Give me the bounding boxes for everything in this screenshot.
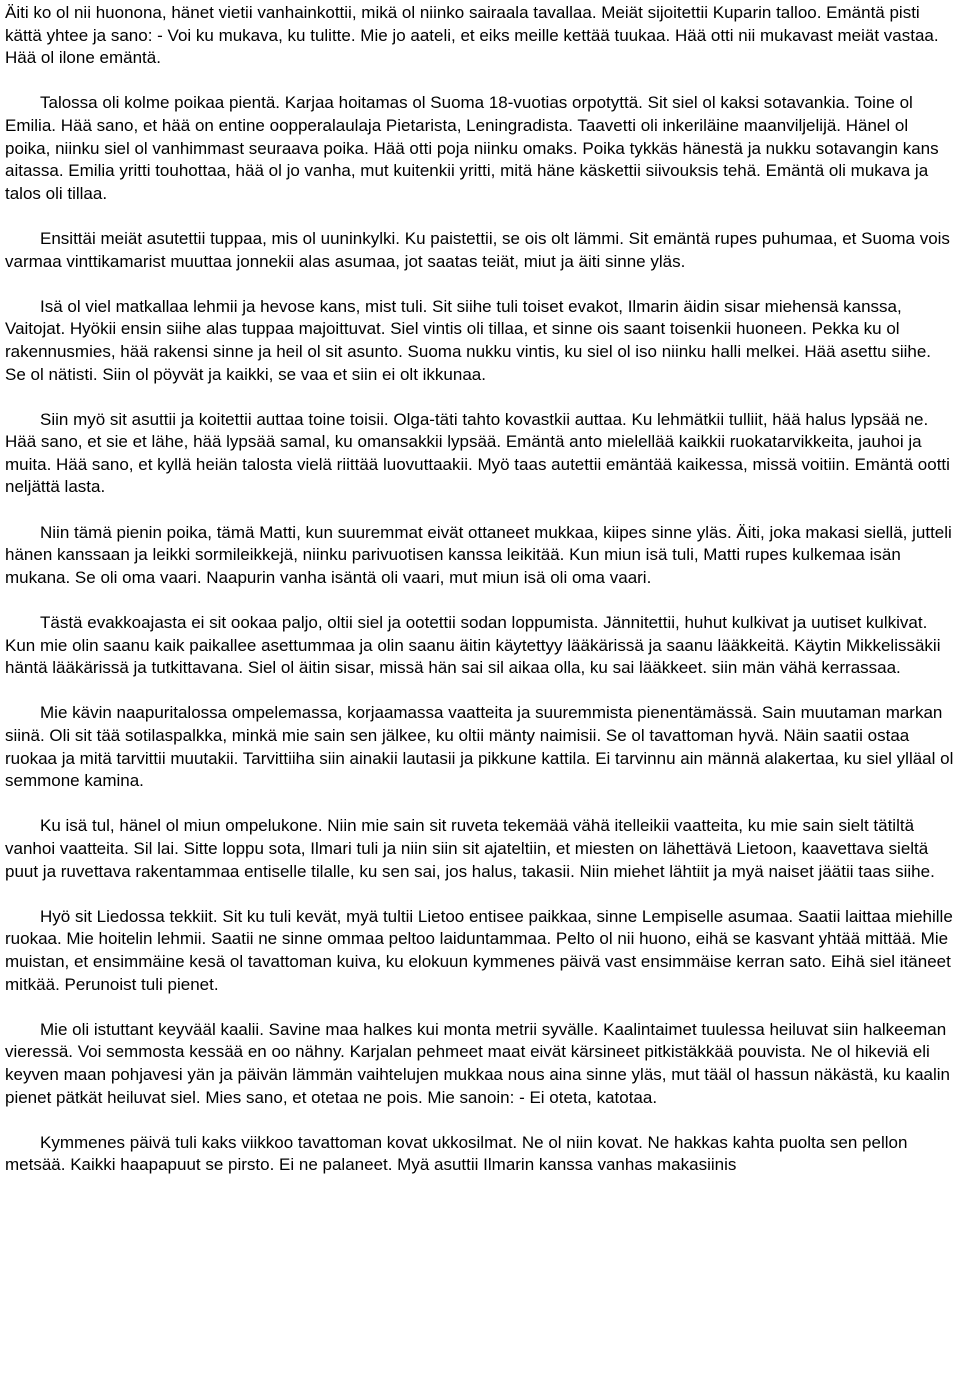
paragraph-10: Hyö sit Liedossa tekkiit. Sit ku tuli kevät, myä tultii Lietoo entisee paikkaa, sinne Lempiselle asumaa. Saatii laittaa miehille ruokaa. Mie hoitelin lehmii. Saatii ne sinne ommaa peltoo laiduntammaa. Pelto ol nii huono, eihä se kasvant yhtää mittää. Mie muistan, et ensimmäine kesä ol tavattoman kuiva, ku elokuun kymmenes päivä vast ensimmäise kerran sato. Eihä siel itäneet mitkää. Perunoist tuli pienet. [5, 906, 953, 994]
paragraph-12: Kymmenes päivä tuli kaks viikkoo tavattoman kovat ukkosilmat. Ne ol niin kovat. Ne hakkas kahta puolta sen pellon metsää. Kaikki haapapuut se pirsto. Ei ne palaneet. Myä asuttii Ilmarin kanssa vanhas makasiinis [5, 1132, 908, 1175]
paragraph-3: Ensittäi meiät asutettii tuppaa, mis ol uuninkylki. Ku paistettii, se ois olt lämmi. Sit emäntä rupes puhumaa, et Suoma vois varmaa vinttikamarist muuttaa jonnekii alas asumaa, jot saatas teiät, miut ja äiti sinne yläs. [5, 228, 950, 271]
paragraph-8: Mie kävin naapuritalossa ompelemassa, korjaamassa vaatteita ja suuremmista pienentämässä. Sain muutaman markan siinä. Oli sit tää sotilaspalkka, minkä mie sain sen jälkee, ku oltii mänty naimisii. Se ol tavattoman hyvä. Näin saatii ostaa ruokaa ja mitä tarvittii muutakii. Tarvittiiha siin ainakii lautasii ja pikkune kattila. Ei tarvinnu ain männä alakertaa, ku siel ylläal ol semmone kamina. [5, 703, 954, 791]
paragraph-9: Ku isä tul, hänel ol miun ompelukone. Niin mie sain sit ruveta tekemää vähä itelleikii vaatteita, ku mie sain sielt tätiltä vanhoi vaatteita. Sil lai. Sitte loppu sota, Ilmari tuli ja niin siin sit ajateltiin, et miesten on lähettävä Lietoon, kaavettava sieltä puut ja ruvettava rakentammaa entiselle tilalle, ku sen sai, jos halus, takasii. Niin miehet lähtiit ja myä naiset jäätii taas siihe. [5, 816, 935, 881]
paragraph-7: Tästä evakkoajasta ei sit ookaa paljo, oltii siel ja ootettii sodan loppumista. Jännitettii, huhut kulkivat ja uutiset kulkivat. Kun mie olin saanu kaik paikallee asettummaa ja olin saanu äitin käytettyy lääkärissä ja saanu lääkkeitä. Käytin Mikkelissäkii häntä lääkärissä ja tutkittavana. Siel ol äitin sisar, missä hän sai sil aikaa olla, ku sai lääkkeet. siin män vähä kerrassaa. [5, 613, 941, 678]
document-page [5, 2, 955, 1177]
paragraph-2: Talossa oli kolme poikaa pientä. Karjaa hoitamas ol Suoma 18-vuotias orpotyttä. Sit siel ol kaksi sotavankia. Toine ol Emilia. Hää sano, et hää on entine oopperalaulaja Pietarista, Leningradista. Taavetti oli inkeriläine maanviljelijä. Hänel ol poika, niinku siel ol vanhimmast seuraava poika. Hää otti poja niinku omaks. Poika tykkäs hänestä ja nukku sotavangin kans aitassa. Emilia yritti touhottaa, hää ol jo vanha, mut kuitenkii yritti, mitä häne käskettii siivouksis tehä. Emäntä oli mukava ja talos oli tillaa. [5, 93, 939, 203]
paragraph-4: Isä ol viel matkallaa lehmii ja hevose kans, mist tuli. Sit siihe tuli toiset evakot, Ilmarin äidin sisar miehensä kanssa, Vaitojat. Hyökii ensin siihe alas tuppaa majoittuvat. Siel vintis oli tillaa, et sinne ois saant toisenkii huoneen. Pekka ku ol rakennusmies, hää rakensi sinne ja heil ol sit asunto. Suoma nukku vintis, ku siel ol iso niinku halli melkei. Hää asettu siihe. Se ol nätisti. Siin ol pöyvät ja kaikki, se vaa et siin ei olt ikkunaa. [5, 296, 932, 384]
paragraph-11: Mie oli istuttant keyvääl kaalii. Savine maa halkes kui monta metrii syvälle. Kaalintaimet tuulessa heiluvat siin halkeeman vieressä. Voi semmosta kessää en oo nähny. Karjalan pehmeet maat eivät kärsineet pitkistäkkää pouvista. Ne ol hikeviä eli keyven maan pohjavesi yän ja päivän lämmän vaihtelujen mukkaa nous aina sinne yläs, mut tääl ol hassun näkästä, ku kaalin pienet pätkät heiluvat siel. Mies sano, et otetaa ne pois. Mie sanoin: - Ei oteta, katotaa. [5, 1019, 950, 1107]
paragraph-1: Äiti ko ol nii huonona, hänet vietii vanhainkottii, mikä ol niinko sairaala tavallaa. Meiät sijoitettii Kuparin talloo. Emäntä pisti kättä yhtee ja sano: - Voi ku mukava, ku tulitte. Mie jo aateli, et eiks meille kettää tuukaa. Hää otti nii mukavast meiät vastaa. Hää ol ilone emäntä. [5, 3, 939, 68]
paragraph-5: Siin myö sit asuttii ja koitettii auttaa toine toisii. Olga-täti tahto kovastkii auttaa. Ku lehmätkii tulliit, hää halus lypsää ne. Hää sano, et sie et lähe, hää lypsää samal, ku omansakkii lypsää. Emäntä anto mielellää kaikkii ruokatarvikkeita, jauhoi ja muita. Hää sano, et kyllä heiän talosta vielä riittää luovuttaakii. Myö taas autettii emäntää kaikessa, missä voitiin. Emäntä ootti neljättä lasta. [5, 409, 950, 497]
paragraph-6: Niin tämä pienin poika, tämä Matti, kun suuremmat eivät ottaneet mukkaa, kiipes sinne yläs. Äiti, joka makasi siellä, jutteli hänen kanssaan ja leikki sormileikkejä, niinku parivuotisen kanssa leikitää. Kun miun isä tuli, Matti rupes kulkemaa isän mukana. Se oli oma vaari. Naapurin vanha isäntä oli vaari, mut miun isä oli oma vaari. [5, 522, 952, 587]
